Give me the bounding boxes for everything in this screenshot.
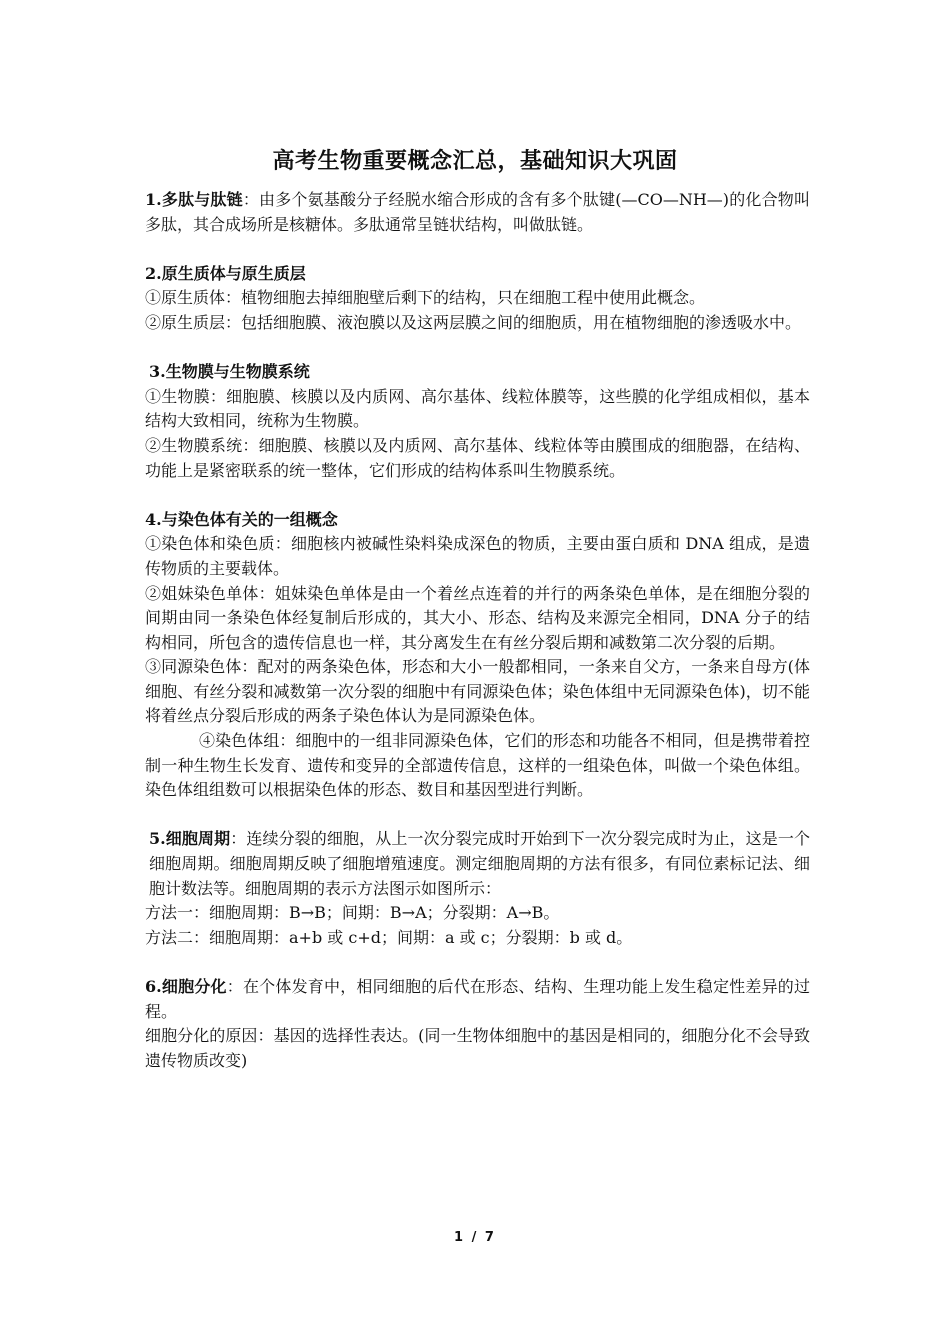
paragraph — [145, 188, 810, 237]
page-title: 高考生物重要概念汇总，基础知识大巩固 — [272, 148, 678, 174]
paragraph: ①原生质体：植物细胞去掉细胞壁后剩下的结构，只在细胞工程中使用此概念。 — [145, 288, 706, 308]
section-biomembrane — [145, 360, 810, 483]
section-heading: 4.与染色体有关的一组概念 — [145, 509, 338, 529]
section-cell-cycle — [145, 827, 810, 950]
paragraph: ②生物膜系统：细胞膜、核膜以及内质网、高尔基体、线粒体等由膜围成的细胞器，在结构、功能上是紧密联系的统一整体，它们形成的结构体系叫生物膜系统。 — [145, 435, 810, 480]
paragraph: 方法一：细胞周期：B→B；间期：B→A；分裂期：A→B。 — [145, 903, 560, 923]
section-heading: 2.原生质体与原生质层 — [145, 263, 306, 283]
section-text: ：连续分裂的细胞，从上一次分裂完成时开始到下一次分裂完成时为止，这是一个细胞周期。细胞周期反映了细胞增殖速度。测定细胞周期的方法有很多，有同位素标记法、细胞计数法等。细胞周期的表示方法图示如图所示： — [149, 829, 810, 898]
section-protoplast — [145, 262, 810, 336]
paragraph: 方法二：细胞周期：a+b 或 c+d；间期：a 或 c；分裂期：b 或 d。 — [145, 927, 633, 947]
section-heading: 5.细胞周期 — [149, 829, 231, 849]
paragraph: ①染色体和染色质：细胞核内被碱性染料染成深色的物质，主要由蛋白质和 DNA 组成，是遗传物质的主要载体。 — [145, 534, 810, 578]
section-cell-differentiation — [145, 975, 810, 1073]
section-text: ：由多个氨基酸分子经脱水缩合形成的含有多个肽键(—CO—NH—)的化合物叫多肽，其合成场所是核糖体。多肽通常呈链状结构，叫做肽链。 — [145, 190, 810, 234]
paragraph: 细胞分化的原因：基因的选择性表达。(同一生物体细胞中的基因是相同的，细胞分化不会导致遗传物质改变) — [145, 1026, 810, 1070]
section-polypeptide — [145, 188, 810, 237]
paragraph: ②姐妹染色单体：姐妹染色单体是由一个着丝点连着的并行的两条染色单体，是在细胞分裂的间期由同一条染色体经复制后形成的，其大小、形态、结构及来源完全相同，DNA 分子的结构相同，所包含的遗传信息也一样，其分离发生在有丝分裂后期和减数第二次分裂的后期。 — [145, 583, 810, 652]
section-text: ：在个体发育中，相同细胞的后代在形态、结构、生理功能上发生稳定性差异的过程。 — [145, 977, 810, 1021]
section-heading: 6.细胞分化 — [145, 977, 227, 996]
section-heading: 1.多肽与肽链 — [145, 190, 243, 209]
paragraph: ①生物膜：细胞膜、核膜以及内质网、高尔基体、线粒体膜等，这些膜的化学组成相似，基本结构大致相同，统称为生物膜。 — [145, 386, 810, 431]
paragraph: ③同源染色体：配对的两条染色体，形态和大小一般都相同，一条来自父方，一条来自母方(体细胞、有丝分裂和减数第一次分裂的细胞中有同源染色体；染色体组中无同源染色体)，切不能将着丝点分裂后形成的两条子染色体认为是同源染色体。 — [145, 657, 810, 726]
page-number: 1 / 7 — [454, 1230, 496, 1245]
paragraph: ②原生质层：包括细胞膜、液泡膜以及这两层膜之间的细胞质，用在植物细胞的渗透吸水中。 — [145, 312, 802, 332]
paragraph: ④染色体组：细胞中的一组非同源染色体，它们的形态和功能各不相同，但是携带着控制一种生物生长发育、遗传和变异的全部遗传信息，这样的一组染色体，叫做一个染色体组。染色体组组数可以根据染色体的形态、数目和基因型进行判断。 — [145, 731, 810, 800]
section-chromosome — [145, 508, 810, 803]
paragraph — [145, 827, 810, 901]
paragraph — [145, 975, 810, 1024]
section-heading: 3.生物膜与生物膜系统 — [149, 362, 310, 382]
document-body — [145, 188, 810, 1098]
